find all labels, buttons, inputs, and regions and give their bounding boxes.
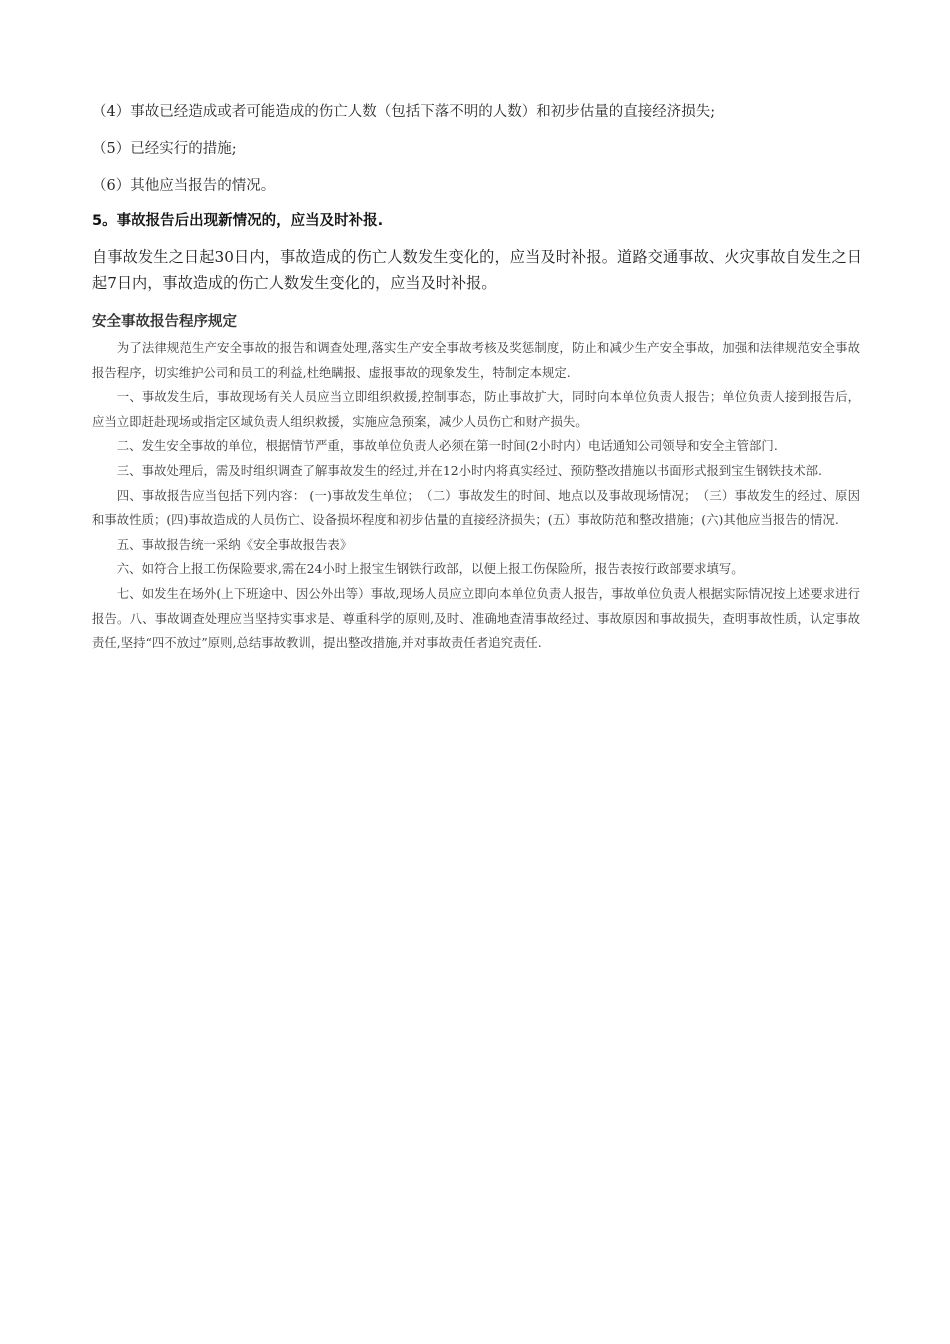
section-title: 安全事故报告程序规定 [92,314,237,330]
section-heading-5: 5。事故报告后出现新情况的，应当及时补报. [92,213,384,229]
list-item-6: （6）其他应当报告的情况。 [92,178,276,194]
rule-paragraph-3: 三、事故处理后，需及时组织调查了解事故发生的经过,并在12小时内将真实经过、预防整改措施以书面形式报到宝生钢铁技术部. [116,462,822,478]
regulation-body [92,336,860,656]
list-item-4: （4）事故已经造成或者可能造成的伤亡人数（包括下落不明的人数）和初步估量的直接经济损失; [92,104,716,120]
list-item-5: （5）已经实行的措施; [92,141,237,157]
rule-paragraph-1: 一、事故发生后，事故现场有关人员应当立即组织救援,控制事态，防止事故扩大，同时向本单位负责人报告；单位负责人接到报告后，应当立即赶赴现场或指定区域负责人组织救援，实施应急预案，减少人员伤亡和财产损失。 [92,389,860,429]
rule-paragraph-7: 七、如发生在场外(上下班途中、因公外出等）事故,现场人员应立即向本单位负责人报告，事故单位负责人根据实际情况按上述要求进行报告。八、事故调查处理应当坚持实事求是、尊重科学的原则,及时、准确地查清事故经过、事故原因和事故损失，查明事故性质，认定事故责任,坚持“四不放过”原则,总结事故教训，提出整改措施,并对事故责任者追究责任. [92,585,860,651]
rule-paragraph-2: 二、发生安全事故的单位，根据情节严重，事故单位负责人必须在第一时间(2小时内）电话通知公司领导和安全主管部门. [116,438,778,454]
rule-paragraph-6: 六、如符合上报工伤保险要求,需在24小时上报宝生钢铁行政部，以便上报工伤保险所，报告表按行政部要求填写。 [116,561,744,577]
rule-paragraph-5: 五、事故报告统一采纳《安全事故报告表》 [116,536,353,552]
rule-paragraph-4: 四、事故报告应当包括下列内容： (一)事故发生单位； （二）事故发生的时间、地点以及事故现场情况； （三）事故发生的经过、原因和事故性质；(四)事故造成的人员伤亡、设备损坏程度和初步估量的直接经济损失；(五）事故防范和整改措施；(六)其他应当报告的情况. [92,487,860,528]
intro-paragraph: 为了法律规范生产安全事故的报告和调查处理,落实生产安全事故考核及奖惩制度，防止和减少生产安全事故，加强和法律规范安全事故报告程序，切实维护公司和员工的利益,杜绝瞒报、虚报事故的现象发生，特制定本规定. [92,340,860,380]
supplement-paragraph: 自事故发生之日起30日内，事故造成的伤亡人数发生变化的，应当及时补报。道路交通事故、火灾事故自发生之日起7日内，事故造成的伤亡人数发生变化的，应当及时补报。 [92,248,862,292]
